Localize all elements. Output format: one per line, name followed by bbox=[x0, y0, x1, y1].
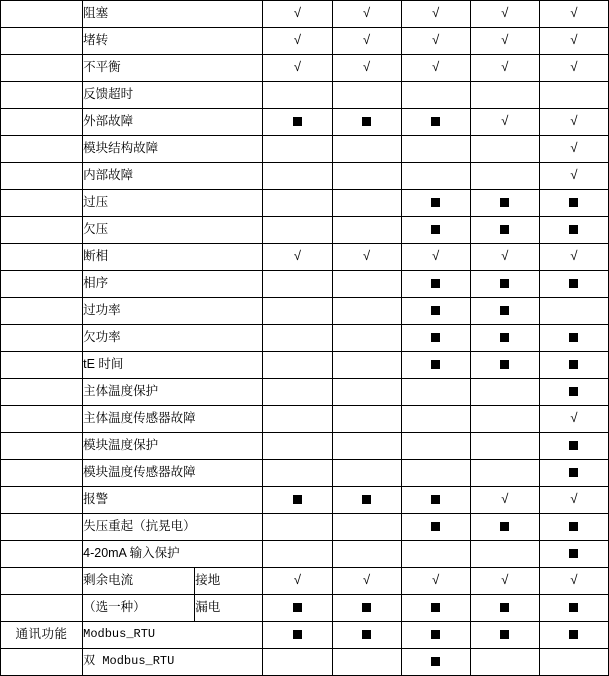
support-cell bbox=[401, 568, 470, 595]
filled-square-icon bbox=[500, 522, 509, 531]
filled-square-icon bbox=[431, 279, 440, 288]
table-row bbox=[1, 298, 609, 325]
support-cell bbox=[470, 217, 539, 244]
support-cell bbox=[263, 217, 332, 244]
table-row bbox=[1, 190, 609, 217]
table-row bbox=[1, 568, 609, 595]
filled-square-icon bbox=[569, 333, 578, 342]
table-row bbox=[1, 28, 609, 55]
support-cell bbox=[332, 352, 401, 379]
table-row bbox=[1, 649, 609, 676]
filled-square-icon bbox=[500, 225, 509, 234]
filled-square-icon bbox=[431, 522, 440, 531]
support-cell bbox=[263, 136, 332, 163]
support-cell bbox=[332, 514, 401, 541]
group-spacer bbox=[1, 136, 83, 163]
check-icon: √ bbox=[432, 31, 440, 47]
feature-name: 模块温度传感器故障 bbox=[83, 460, 263, 487]
filled-square-icon bbox=[431, 360, 440, 369]
filled-square-icon bbox=[293, 117, 302, 126]
support-cell bbox=[470, 298, 539, 325]
feature-name: 不平衡 bbox=[83, 55, 263, 82]
support-cell bbox=[263, 595, 332, 622]
table-row bbox=[1, 622, 609, 649]
check-icon: √ bbox=[570, 4, 578, 20]
feature-name: 过压 bbox=[83, 190, 263, 217]
filled-square-icon bbox=[431, 198, 440, 207]
support-cell bbox=[470, 1, 539, 28]
support-cell bbox=[470, 244, 539, 271]
support-cell bbox=[401, 514, 470, 541]
filled-square-icon bbox=[362, 603, 371, 612]
feature-name: Modbus_RTU bbox=[83, 622, 263, 649]
support-cell bbox=[263, 433, 332, 460]
filled-square-icon bbox=[569, 549, 578, 558]
support-cell bbox=[263, 55, 332, 82]
table-row bbox=[1, 136, 609, 163]
support-cell bbox=[470, 460, 539, 487]
support-cell bbox=[539, 55, 608, 82]
support-cell bbox=[539, 406, 608, 433]
feature-name: 堵转 bbox=[83, 28, 263, 55]
support-cell bbox=[401, 298, 470, 325]
support-cell bbox=[332, 595, 401, 622]
support-cell bbox=[539, 271, 608, 298]
support-cell bbox=[263, 460, 332, 487]
support-cell bbox=[401, 55, 470, 82]
support-cell bbox=[401, 406, 470, 433]
support-cell bbox=[401, 28, 470, 55]
check-icon: √ bbox=[432, 58, 440, 74]
check-icon: √ bbox=[501, 58, 509, 74]
filled-square-icon bbox=[569, 522, 578, 531]
support-cell bbox=[263, 649, 332, 676]
table-row bbox=[1, 379, 609, 406]
support-cell bbox=[539, 325, 608, 352]
check-icon: √ bbox=[501, 247, 509, 263]
support-cell bbox=[263, 190, 332, 217]
filled-square-icon bbox=[431, 117, 440, 126]
check-icon: √ bbox=[432, 4, 440, 20]
check-icon: √ bbox=[293, 247, 302, 263]
support-cell bbox=[401, 622, 470, 649]
group-spacer bbox=[1, 298, 83, 325]
support-cell bbox=[470, 271, 539, 298]
support-cell bbox=[539, 217, 608, 244]
filled-square-icon bbox=[569, 603, 578, 612]
check-icon: √ bbox=[363, 58, 371, 74]
support-cell bbox=[332, 163, 401, 190]
group-spacer bbox=[1, 379, 83, 406]
check-icon: √ bbox=[570, 166, 578, 182]
feature-subname: 漏电 bbox=[195, 595, 263, 622]
support-cell bbox=[470, 82, 539, 109]
feature-name: 失压重起（抗晃电） bbox=[83, 514, 263, 541]
support-cell bbox=[332, 82, 401, 109]
support-cell bbox=[401, 109, 470, 136]
support-cell bbox=[470, 622, 539, 649]
group-spacer bbox=[1, 271, 83, 298]
filled-square-icon bbox=[500, 630, 509, 639]
support-cell bbox=[332, 379, 401, 406]
feature-name: tE 时间 bbox=[83, 352, 263, 379]
group-spacer bbox=[1, 28, 83, 55]
support-cell bbox=[332, 433, 401, 460]
support-cell bbox=[332, 568, 401, 595]
group-spacer bbox=[1, 352, 83, 379]
feature-name: 外部故障 bbox=[83, 109, 263, 136]
filled-square-icon bbox=[500, 306, 509, 315]
group-spacer bbox=[1, 460, 83, 487]
feature-name: 主体温度保护 bbox=[83, 379, 263, 406]
filled-square-icon bbox=[362, 630, 371, 639]
support-cell bbox=[332, 190, 401, 217]
check-icon: √ bbox=[293, 31, 302, 47]
table-row bbox=[1, 460, 609, 487]
check-icon: √ bbox=[501, 31, 509, 47]
table-row bbox=[1, 514, 609, 541]
filled-square-icon bbox=[293, 495, 302, 504]
check-icon: √ bbox=[293, 58, 302, 74]
filled-square-icon bbox=[431, 306, 440, 315]
group-spacer bbox=[1, 82, 83, 109]
support-cell bbox=[539, 649, 608, 676]
support-cell bbox=[332, 217, 401, 244]
support-cell bbox=[401, 325, 470, 352]
support-cell bbox=[332, 541, 401, 568]
filled-square-icon bbox=[431, 225, 440, 234]
check-icon: √ bbox=[363, 571, 371, 587]
support-cell bbox=[263, 1, 332, 28]
support-cell bbox=[470, 595, 539, 622]
support-cell bbox=[401, 649, 470, 676]
support-cell bbox=[539, 514, 608, 541]
support-cell bbox=[539, 622, 608, 649]
group-spacer bbox=[1, 487, 83, 514]
support-cell bbox=[263, 487, 332, 514]
filled-square-icon bbox=[569, 468, 578, 477]
support-cell bbox=[332, 28, 401, 55]
check-icon: √ bbox=[570, 247, 578, 263]
support-cell bbox=[332, 109, 401, 136]
support-cell bbox=[539, 352, 608, 379]
group-spacer bbox=[1, 433, 83, 460]
filled-square-icon bbox=[500, 333, 509, 342]
group-spacer bbox=[1, 541, 83, 568]
table-row bbox=[1, 1, 609, 28]
check-icon: √ bbox=[570, 139, 578, 155]
support-cell bbox=[401, 460, 470, 487]
check-icon: √ bbox=[293, 571, 302, 587]
support-cell bbox=[539, 82, 608, 109]
support-cell bbox=[470, 55, 539, 82]
support-cell bbox=[539, 28, 608, 55]
group-spacer bbox=[1, 109, 83, 136]
filled-square-icon bbox=[569, 225, 578, 234]
support-cell bbox=[332, 325, 401, 352]
support-cell bbox=[470, 406, 539, 433]
group-label: 通讯功能 bbox=[1, 622, 83, 649]
table-row bbox=[1, 433, 609, 460]
support-cell bbox=[470, 649, 539, 676]
support-cell bbox=[332, 406, 401, 433]
group-spacer bbox=[1, 163, 83, 190]
table-row bbox=[1, 55, 609, 82]
feature-name: 欠功率 bbox=[83, 325, 263, 352]
support-cell bbox=[263, 352, 332, 379]
support-cell bbox=[263, 82, 332, 109]
support-cell bbox=[263, 325, 332, 352]
filled-square-icon bbox=[569, 198, 578, 207]
feature-name: 断相 bbox=[83, 244, 263, 271]
support-cell bbox=[263, 622, 332, 649]
group-spacer bbox=[1, 1, 83, 28]
table-row bbox=[1, 82, 609, 109]
support-cell bbox=[539, 109, 608, 136]
support-cell bbox=[470, 136, 539, 163]
feature-name: 双 Modbus_RTU bbox=[83, 649, 263, 676]
support-cell bbox=[401, 1, 470, 28]
support-cell bbox=[332, 244, 401, 271]
support-cell bbox=[539, 595, 608, 622]
support-cell bbox=[332, 1, 401, 28]
table-row bbox=[1, 541, 609, 568]
check-icon: √ bbox=[432, 247, 440, 263]
check-icon: √ bbox=[363, 4, 371, 20]
support-cell bbox=[470, 541, 539, 568]
support-cell bbox=[332, 298, 401, 325]
support-cell bbox=[263, 541, 332, 568]
support-cell bbox=[263, 244, 332, 271]
support-cell bbox=[401, 271, 470, 298]
table-row bbox=[1, 352, 609, 379]
table-row bbox=[1, 325, 609, 352]
group-spacer bbox=[1, 217, 83, 244]
check-icon: √ bbox=[570, 571, 578, 587]
support-cell bbox=[263, 28, 332, 55]
filled-square-icon bbox=[362, 495, 371, 504]
support-cell bbox=[401, 163, 470, 190]
support-cell bbox=[539, 298, 608, 325]
feature-name: 欠压 bbox=[83, 217, 263, 244]
support-cell bbox=[332, 649, 401, 676]
support-cell bbox=[263, 163, 332, 190]
group-spacer bbox=[1, 514, 83, 541]
support-cell bbox=[470, 514, 539, 541]
filled-square-icon bbox=[293, 603, 302, 612]
feature-name: 4-20mA 输入保护 bbox=[83, 541, 263, 568]
support-cell bbox=[470, 433, 539, 460]
support-cell bbox=[263, 271, 332, 298]
support-cell bbox=[470, 325, 539, 352]
feature-name: 报警 bbox=[83, 487, 263, 514]
feature-name: 阻塞 bbox=[83, 1, 263, 28]
filled-square-icon bbox=[569, 279, 578, 288]
group-spacer bbox=[1, 190, 83, 217]
filled-square-icon bbox=[569, 360, 578, 369]
support-cell bbox=[470, 109, 539, 136]
support-cell bbox=[401, 433, 470, 460]
support-cell bbox=[332, 271, 401, 298]
table-row bbox=[1, 595, 609, 622]
support-cell bbox=[470, 487, 539, 514]
support-cell bbox=[470, 163, 539, 190]
support-cell bbox=[539, 568, 608, 595]
support-cell bbox=[539, 541, 608, 568]
support-cell bbox=[401, 82, 470, 109]
check-icon: √ bbox=[293, 4, 302, 20]
group-spacer bbox=[1, 649, 83, 676]
feature-name: 主体温度传感器故障 bbox=[83, 406, 263, 433]
filled-square-icon bbox=[293, 630, 302, 639]
support-cell bbox=[401, 352, 470, 379]
feature-name: 内部故障 bbox=[83, 163, 263, 190]
table-row bbox=[1, 271, 609, 298]
filled-square-icon bbox=[500, 279, 509, 288]
support-cell bbox=[332, 55, 401, 82]
support-cell bbox=[539, 460, 608, 487]
support-cell bbox=[401, 136, 470, 163]
support-cell bbox=[332, 487, 401, 514]
filled-square-icon bbox=[500, 198, 509, 207]
support-cell bbox=[539, 136, 608, 163]
group-spacer bbox=[1, 325, 83, 352]
feature-name: 模块温度保护 bbox=[83, 433, 263, 460]
support-cell bbox=[539, 163, 608, 190]
check-icon: √ bbox=[570, 58, 578, 74]
filled-square-icon bbox=[362, 117, 371, 126]
support-cell bbox=[332, 460, 401, 487]
support-cell bbox=[263, 109, 332, 136]
table-row bbox=[1, 163, 609, 190]
check-icon: √ bbox=[363, 31, 371, 47]
feature-name: 剩余电流 bbox=[83, 568, 195, 595]
support-cell bbox=[539, 1, 608, 28]
support-cell bbox=[539, 190, 608, 217]
table-row bbox=[1, 487, 609, 514]
feature-name: 模块结构故障 bbox=[83, 136, 263, 163]
filled-square-icon bbox=[569, 387, 578, 396]
check-icon: √ bbox=[570, 409, 578, 425]
table-row bbox=[1, 109, 609, 136]
support-cell bbox=[470, 352, 539, 379]
table-row bbox=[1, 244, 609, 271]
support-cell bbox=[263, 379, 332, 406]
support-cell bbox=[470, 190, 539, 217]
support-cell bbox=[401, 244, 470, 271]
support-cell bbox=[401, 541, 470, 568]
filled-square-icon bbox=[500, 603, 509, 612]
support-cell bbox=[263, 406, 332, 433]
support-cell bbox=[332, 136, 401, 163]
check-icon: √ bbox=[432, 571, 440, 587]
feature-name: （选一种） bbox=[83, 595, 195, 622]
feature-name: 相序 bbox=[83, 271, 263, 298]
support-cell bbox=[470, 379, 539, 406]
table-row bbox=[1, 217, 609, 244]
table-body bbox=[1, 1, 609, 676]
support-cell bbox=[470, 28, 539, 55]
check-icon: √ bbox=[501, 490, 509, 506]
support-cell bbox=[263, 568, 332, 595]
support-cell bbox=[539, 244, 608, 271]
support-cell bbox=[401, 190, 470, 217]
check-icon: √ bbox=[570, 112, 578, 128]
support-cell bbox=[539, 433, 608, 460]
support-cell bbox=[401, 595, 470, 622]
filled-square-icon bbox=[431, 495, 440, 504]
support-cell bbox=[401, 487, 470, 514]
filled-square-icon bbox=[431, 630, 440, 639]
group-spacer bbox=[1, 244, 83, 271]
check-icon: √ bbox=[570, 490, 578, 506]
group-spacer bbox=[1, 568, 83, 595]
feature-name: 过功率 bbox=[83, 298, 263, 325]
group-spacer bbox=[1, 55, 83, 82]
support-cell bbox=[263, 298, 332, 325]
check-icon: √ bbox=[363, 247, 371, 263]
filled-square-icon bbox=[431, 603, 440, 612]
check-icon: √ bbox=[501, 4, 509, 20]
table-row bbox=[1, 406, 609, 433]
filled-square-icon bbox=[431, 333, 440, 342]
filled-square-icon bbox=[569, 441, 578, 450]
support-cell bbox=[470, 568, 539, 595]
group-spacer bbox=[1, 406, 83, 433]
filled-square-icon bbox=[500, 360, 509, 369]
support-cell bbox=[263, 514, 332, 541]
filled-square-icon bbox=[431, 657, 440, 666]
support-cell bbox=[332, 622, 401, 649]
group-spacer bbox=[1, 595, 83, 622]
support-cell bbox=[401, 379, 470, 406]
check-icon: √ bbox=[570, 31, 578, 47]
check-icon: √ bbox=[501, 112, 509, 128]
filled-square-icon bbox=[569, 630, 578, 639]
check-icon: √ bbox=[501, 571, 509, 587]
feature-subname: 接地 bbox=[195, 568, 263, 595]
support-cell bbox=[539, 379, 608, 406]
support-cell bbox=[401, 217, 470, 244]
support-cell bbox=[539, 487, 608, 514]
feature-name: 反馈超时 bbox=[83, 82, 263, 109]
